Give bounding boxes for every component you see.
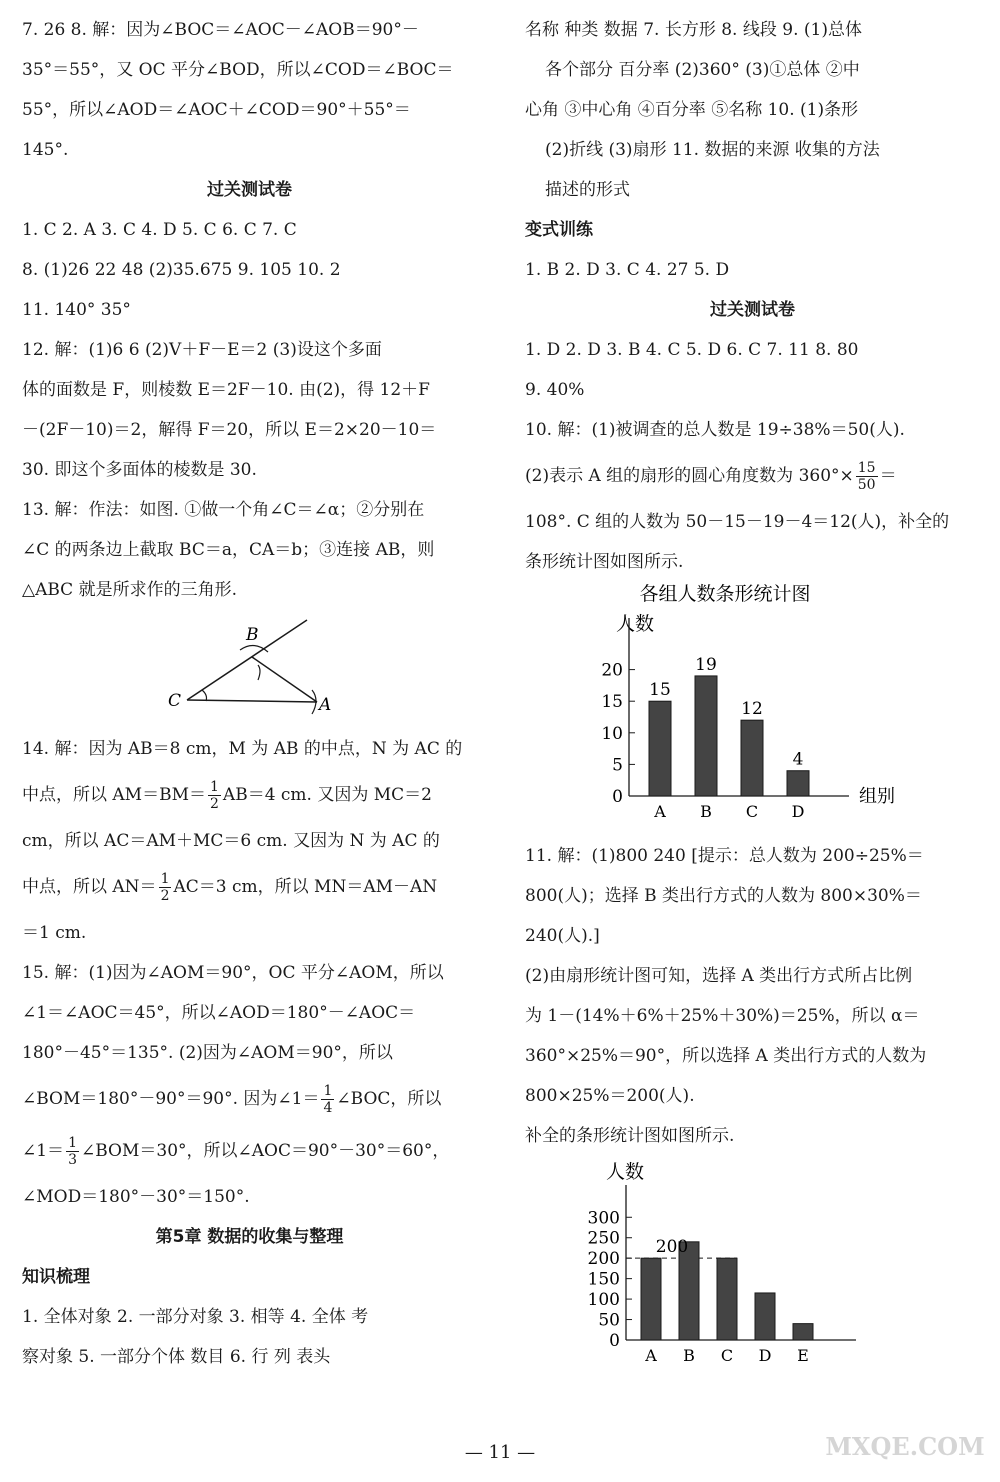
answer-line: 1. 全体对象 2. 一部分对象 3. 相等 4. 全体 考	[22, 1307, 369, 1327]
answer-line: ∠1＝ $\frac{1}{3}$ ∠BOM＝30°，所以∠AOC＝90°－30°＝60°，	[22, 1135, 450, 1168]
answer-line: 8. (1)26 22 48 (2)35.675 9. 105 10. 2	[22, 260, 341, 280]
answer-line: 心角 ③中心角 ④百分率 ⑤名称 10. (1)条形	[525, 100, 859, 120]
answer-line: 察对象 5. 一部分个体 数目 6. 行 列 表头	[22, 1347, 331, 1367]
bar-C	[717, 1258, 737, 1340]
bar-A	[649, 701, 671, 796]
answer-line: 360°×25%＝90°，所以选择 A 类出行方式的人数为	[525, 1046, 927, 1066]
answer-line: 11. 解：(1)800 240 [提示：总人数为 200÷25%＝	[525, 846, 924, 866]
y-tick-label: 150	[587, 1269, 620, 1290]
data-label: 4	[792, 749, 804, 770]
section-heading: 过关测试卷	[710, 300, 795, 320]
answer-line: 9. 40%	[525, 380, 585, 400]
label-b: B	[246, 625, 259, 645]
right-column	[525, 10, 980, 1385]
answer-line: 名称 种类 数据 7. 长方形 8. 线段 9. (1)总体	[525, 20, 862, 40]
subsection-heading: 知识梳理	[22, 1267, 90, 1287]
answer-line: ∠C 的两条边上截取 BC＝a，CA＝b；③连接 AB，则	[22, 540, 435, 560]
answer-line: 1. D 2. D 3. B 4. C 5. D 6. C 7. 11 8. 80	[525, 340, 859, 360]
data-label: 15	[649, 680, 671, 701]
x-tick-label: D	[791, 802, 805, 821]
fraction: $\frac{1}{3}$	[68, 1135, 77, 1168]
x-tick-label: C	[745, 802, 759, 821]
answer-line: 1. B 2. D 3. C 4. 27 5. D	[525, 260, 730, 280]
answer-line: 条形统计图如图所示.	[525, 552, 684, 572]
label-c: C	[168, 691, 182, 711]
answer-line: 14. 解：因为 AB＝8 cm，M 为 AB 的中点，N 为 AC 的	[22, 739, 463, 759]
answer-line: 240(人).]	[525, 926, 600, 946]
y-tick-label: 50	[598, 1310, 620, 1331]
fraction: $\frac{15}{50}$	[857, 460, 876, 493]
y-tick-label: 5	[612, 755, 623, 776]
answer-line: －(2F－10)＝2，解得 F＝20，所以 E＝2×20－10＝	[22, 420, 437, 440]
answer-line: 补全的条形统计图如图所示.	[525, 1126, 735, 1146]
x-tick-label: A	[654, 802, 666, 821]
y-tick-label: 100	[587, 1290, 620, 1311]
answer-line: (2)折线 (3)扇形 11. 数据的来源 收集的方法	[545, 140, 880, 160]
data-label: 200	[655, 1237, 689, 1258]
data-label: 19	[695, 654, 717, 675]
answer-line: (2)表示 A 组的扇形的圆心角度数为 360°× $\frac{15}{50}$ ＝	[525, 460, 897, 493]
x-tick-label: B	[700, 802, 712, 821]
answer-line: 180°－45°＝135°. (2)因为∠AOM＝90°，所以	[22, 1043, 393, 1063]
y-tick-label: 0	[609, 1331, 620, 1351]
answer-line: 中点，所以 AN＝ $\frac{1}{2}$ AC＝3 cm，所以 MN＝AM－AN	[22, 871, 438, 904]
arc-mark-b	[240, 645, 268, 652]
x-tick-label: E	[797, 1346, 809, 1365]
bar-D	[755, 1293, 775, 1340]
fraction: $\frac{1}{2}$	[160, 871, 170, 904]
watermark-text: MXQE.COM	[825, 1432, 985, 1461]
angle-mark-c	[202, 690, 207, 701]
answer-line: ∠MOD＝180°－30°＝150°.	[22, 1187, 250, 1207]
chapter-heading: 第5章 数据的收集与整理	[155, 1227, 344, 1247]
answer-line: 13. 解：作法：如图. ①做一个角∠C＝∠α；②分别在	[22, 500, 425, 520]
answer-line: ∠BOM＝180°－90°＝90°. 因为∠1＝ $\frac{1}{4}$ ∠BOC，所以	[22, 1083, 442, 1116]
y-axis-label: 人数	[615, 613, 655, 635]
bar-chart-groups	[525, 582, 980, 832]
bar-D	[787, 771, 809, 796]
x-tick-label: A	[645, 1346, 657, 1365]
left-column	[22, 10, 477, 1377]
y-axis-label: 人数	[605, 1161, 645, 1183]
answer-line: 描述的形式	[545, 180, 630, 200]
answer-line: 10. 解：(1)被调查的总人数是 19÷38%＝50(人).	[525, 420, 905, 440]
answer-line: 108°. C 组的人数为 50－15－19－4＝12(人)，补全的	[525, 512, 950, 532]
answer-line: 35°＝55°，又 OC 平分∠BOD，所以∠COD＝∠BOC＝	[22, 60, 454, 80]
y-tick-label: 15	[601, 692, 623, 713]
answer-line: 12. 解：(1)6 6 (2)V＋F－E＝2 (3)设这个多面	[22, 340, 382, 360]
bar-B	[695, 676, 717, 796]
answer-line: 800×25%＝200(人).	[525, 1086, 695, 1106]
answer-line: 800(人)；选择 B 类出行方式的人数为 800×30%＝	[525, 886, 922, 906]
answer-line: 中点，所以 AM＝BM＝ $\frac{1}{2}$ AB＝4 cm. 又因为 MC＝2	[22, 779, 432, 812]
answer-line: 11. 140° 35°	[22, 300, 131, 320]
answer-line: ＝1 cm.	[22, 923, 87, 943]
answer-line: 7. 26 8. 解：因为∠BOC＝∠AOC－∠AOB＝90°－	[22, 20, 419, 40]
chart-title: 各组人数条形统计图	[639, 583, 811, 605]
answer-line: 1. C 2. A 3. C 4. D 5. C 6. C 7. C	[22, 220, 297, 240]
y-tick-label: 20	[601, 660, 623, 681]
x-tick-label: B	[683, 1346, 695, 1365]
answer-line: △ABC 就是所求作的三角形.	[22, 580, 237, 600]
triangle-construction-figure	[22, 610, 477, 725]
bar-C	[741, 720, 763, 796]
y-tick-label: 300	[587, 1208, 620, 1229]
section-heading: 过关测试卷	[207, 180, 292, 200]
data-label: 12	[741, 699, 763, 720]
answer-line: 55°，所以∠AOD＝∠AOC＋∠COD＝90°＋55°＝	[22, 100, 411, 120]
y-tick-label: 0	[612, 787, 623, 807]
answer-line: cm，所以 AC＝AM＋MC＝6 cm. 又因为 N 为 AC 的	[22, 831, 440, 851]
answer-line: 各个部分 百分率 (2)360° (3)①总体 ②中	[545, 60, 860, 80]
x-tick-label: C	[720, 1346, 734, 1365]
arc-mark-b2	[258, 665, 260, 680]
segment-ab	[252, 657, 317, 702]
page-number: — 11 —	[464, 1442, 536, 1463]
fraction: $\frac{1}{2}$	[210, 779, 219, 812]
y-tick-label: 200	[587, 1249, 620, 1270]
bar-A	[641, 1258, 661, 1340]
answer-line: (2)由扇形统计图可知，选择 A 类出行方式所占比例	[525, 966, 913, 986]
x-axis-label: 组别	[859, 786, 895, 807]
x-tick-label: D	[758, 1346, 772, 1365]
y-tick-label: 10	[601, 723, 623, 744]
answer-line: 30. 即这个多面体的棱数是 30.	[22, 460, 257, 480]
bar-E	[793, 1324, 813, 1340]
watermark-logo	[820, 1390, 990, 1475]
answer-line: ∠1＝∠AOC＝45°，所以∠AOD＝180°－∠AOC＝	[22, 1003, 416, 1023]
y-tick-label: 250	[587, 1228, 620, 1249]
subsection-heading: 变式训练	[525, 220, 593, 240]
fraction: $\frac{1}{4}$	[323, 1083, 333, 1116]
answer-line: 体的面数是 F，则棱数 E＝2F－10. 由(2)，得 12＋F	[22, 380, 430, 400]
bar-chart-travel	[525, 1156, 980, 1381]
answer-line: 145°.	[22, 140, 69, 160]
answer-line: 15. 解：(1)因为∠AOM＝90°，OC 平分∠AOM，所以	[22, 963, 444, 983]
answer-line: 为 1－(14%＋6%＋25%＋30%)＝25%，所以 α＝	[525, 1006, 920, 1026]
label-a: A	[319, 695, 332, 715]
